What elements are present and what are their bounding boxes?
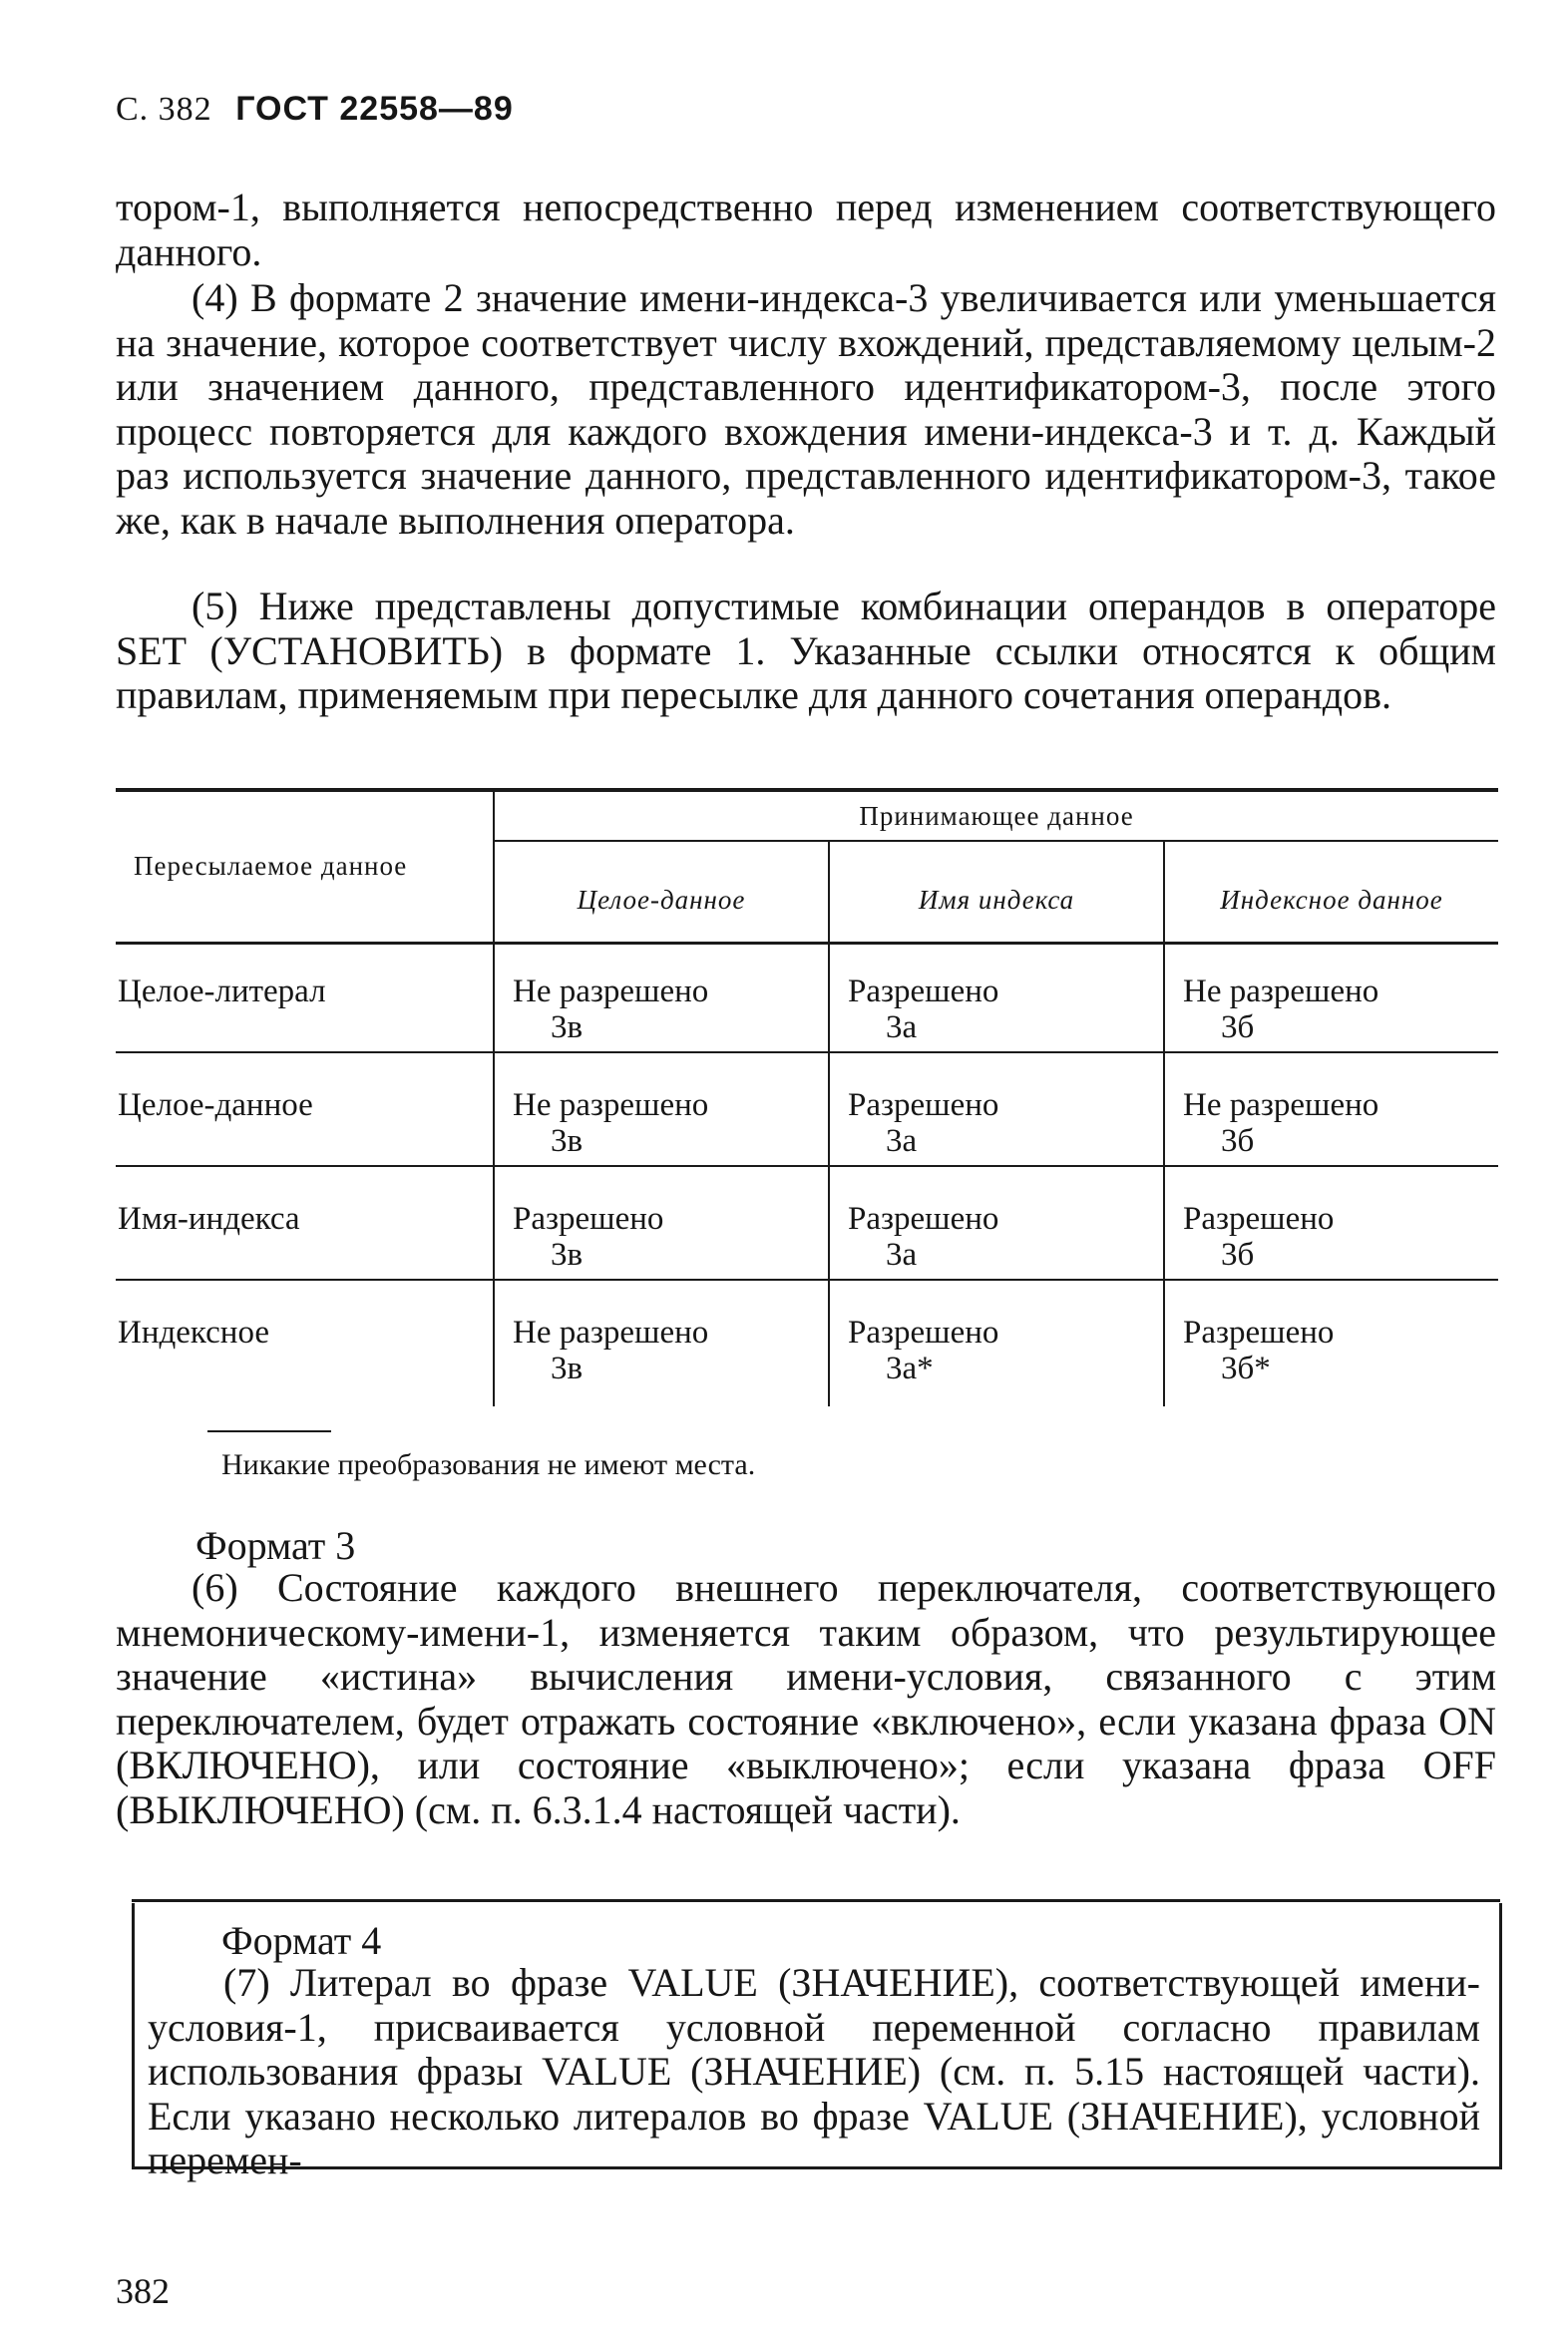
- page-number: 382: [116, 2271, 170, 2311]
- cell-ref: 3а: [886, 1123, 918, 1159]
- table-header-rule: [116, 942, 1498, 945]
- table-cell: [1183, 1315, 1334, 1386]
- paragraph-text: (4) В формате 2 значение имени-индекса-3 увеличивается или уменьшается на значение, которое соответствует числу вхождений, представляемому целым-2 или значением данного, представленного идентификатором-3, после этого процесс повторяется для каждого вхождения имени-индекса-3 и т. д. Каждый раз используется значение данного, представленного идентификатором-3, такое же, как в начале выполнения оператора.: [116, 275, 1496, 543]
- page-label: С. 382: [116, 91, 212, 128]
- column-header: Целое-данное: [577, 885, 746, 915]
- cell-status: Не разрешено: [513, 1315, 709, 1351]
- cell-ref: 3в: [551, 1009, 584, 1045]
- paragraph-6: [116, 1566, 1496, 1832]
- cell-ref: 3в: [551, 1237, 584, 1273]
- paragraph-continuation: [116, 186, 1496, 274]
- table-row-rule: [116, 1279, 1498, 1281]
- cell-status: Разрешено: [848, 1315, 999, 1351]
- column-header: Индексное данное: [1220, 885, 1443, 915]
- paragraph-text: (7) Литерал во фразе VALUE (ЗНАЧЕНИЕ), соответствующей имени-условия-1, присваивается условной переменной согласно правилам использования фразы VALUE (ЗНАЧЕНИЕ) (см. п. 5.15 настоящей части). Если указано несколько литералов во фразе VALUE (ЗНАЧЕНИЕ), условной перемен-: [148, 1960, 1480, 2182]
- cell-status: Разрешено: [513, 1201, 664, 1237]
- row-label: Целое-данное: [118, 1087, 313, 1123]
- cell-status: Разрешено: [1183, 1315, 1335, 1351]
- table-cell: [848, 1315, 998, 1386]
- cell-status: Не разрешено: [513, 974, 709, 1009]
- row-header-label: Пересылаемое данное: [134, 851, 408, 881]
- cell-ref: 3в: [551, 1123, 584, 1159]
- cell-ref: 3а*: [886, 1351, 934, 1386]
- cell-ref: 3б: [1221, 1009, 1255, 1045]
- format-3-title: Формат 3: [196, 1523, 356, 1568]
- row-label: Имя-индекса: [118, 1201, 300, 1237]
- cell-ref: 3а: [886, 1009, 918, 1045]
- paragraph-text: (6) Состояние каждого внешнего переключателя, соответствующего мнемоническому-имени-1, изменяется таким образом, что результирующее значение «истина» вычисления имени-условия, связанного с этим переключателем, будет отражать состояние «включено», если указана фраза ON (ВКЛЮЧЕНО), или состояние «выключено»; если указана фраза OFF (ВЫКЛЮЧЕНО) (см. п. 6.3.1.4 настоящей части).: [116, 1565, 1496, 1832]
- table-cell: [513, 974, 708, 1045]
- table-col-rule: [493, 788, 495, 1406]
- table-cell: [513, 1315, 708, 1386]
- table-col-rule: [828, 840, 830, 1406]
- table-col-rule: [1163, 840, 1165, 1406]
- cell-ref: 3б: [1221, 1237, 1255, 1273]
- table-cell: [1183, 1087, 1378, 1159]
- cell-ref: 3б*: [1221, 1351, 1271, 1386]
- cell-status: Разрешено: [848, 974, 999, 1009]
- row-label: Целое-литерал: [118, 974, 326, 1009]
- table-cell: [848, 974, 998, 1045]
- page-header: [116, 90, 514, 129]
- table-cell: [513, 1201, 663, 1273]
- document-id: ГОСТ 22558—89: [235, 90, 514, 128]
- cell-ref: 3б: [1221, 1123, 1255, 1159]
- cell-status: Разрешено: [848, 1201, 999, 1237]
- table-cell: [1183, 974, 1378, 1045]
- cell-status: Разрешено: [1183, 1201, 1335, 1237]
- table-row-rule: [116, 1051, 1498, 1053]
- table-group-rule: [493, 840, 1498, 842]
- paragraph-4: [116, 276, 1496, 543]
- format-4-title: Формат 4: [221, 1918, 382, 1963]
- section-top-rule: [132, 1899, 1500, 1902]
- cell-ref: 3а: [886, 1237, 918, 1273]
- cell-status: Не разрешено: [513, 1087, 709, 1123]
- cell-status: Разрешено: [848, 1087, 999, 1123]
- table-cell: [1183, 1201, 1334, 1273]
- cell-status: Не разрешено: [1183, 974, 1379, 1009]
- paragraph-text: тором-1, выполняется непосредственно перед изменением соответствующего данного.: [116, 185, 1496, 274]
- paragraph-text: (5) Ниже представлены допустимые комбинации операндов в операторе SET (УСТАНОВИТЬ) в формате 1. Указанные ссылки относятся к общим правилам, применяемым при пересылке для данного сочетания операндов.: [116, 584, 1496, 717]
- group-header: Принимающее данное: [859, 801, 1134, 831]
- cell-ref: 3в: [551, 1351, 584, 1386]
- paragraph-7: [148, 1961, 1480, 2183]
- footnote-rule: [207, 1430, 331, 1432]
- table-cell: [848, 1087, 998, 1159]
- paragraph-5: [116, 585, 1496, 718]
- table-cell: [513, 1087, 708, 1159]
- table-row-rule: [116, 1165, 1498, 1167]
- row-label: Индексное: [118, 1315, 269, 1351]
- table-cell: [848, 1201, 998, 1273]
- table-top-rule: [116, 788, 1498, 792]
- operand-combinations-table: [116, 788, 1498, 1406]
- footnote: Никакие преобразования не имеют места.: [221, 1448, 756, 1481]
- cell-status: Не разрешено: [1183, 1087, 1379, 1123]
- column-header: Имя индекса: [918, 885, 1075, 915]
